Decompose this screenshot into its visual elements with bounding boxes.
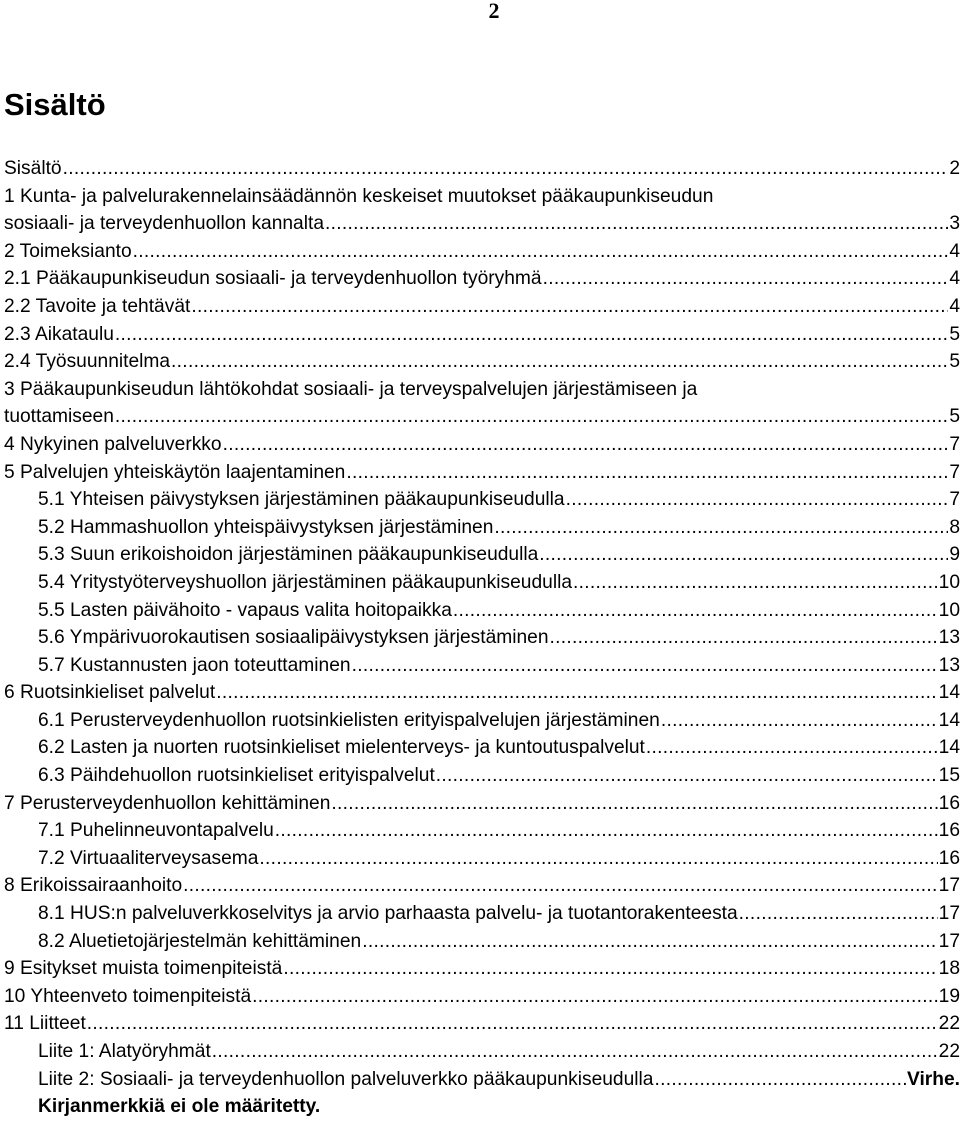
toc-entry-title: 7 Perusterveydenhuollon kehittäminen xyxy=(4,792,331,814)
toc-dot-leader xyxy=(325,210,948,238)
toc-dot-leader xyxy=(223,431,949,459)
toc-entry-title: 2.1 Pääkaupunkiseudun sosiaali- ja terveydenhuollon työryhmä xyxy=(4,268,542,290)
toc-entry-page-number: 7 xyxy=(949,489,960,511)
toc-entry-title: 5.1 Yhteisen päivystyksen järjestäminen pääkaupunkiseudulla xyxy=(38,489,565,511)
toc-entry-page-number: 2 xyxy=(949,158,960,179)
toc-dot-leader xyxy=(87,1010,938,1038)
toc-entry-title: 3 Pääkaupunkiseudun lähtökohdat sosiaali- ja terveyspalvelujen järjestämiseen ja xyxy=(4,378,698,400)
toc-entry[interactable] xyxy=(4,265,960,293)
toc-entry[interactable] xyxy=(4,679,960,707)
toc-entry-title: 5 Palvelujen yhteiskäytön laajentaminen xyxy=(4,461,346,483)
toc-entry[interactable] xyxy=(4,817,960,845)
toc-entry-title: 6.1 Perusterveydenhuollon ruotsinkielisten erityispalvelujen järjestäminen xyxy=(38,709,660,731)
toc-entry-title: 4 Nykyinen palveluverkko xyxy=(4,433,222,455)
toc-entry[interactable] xyxy=(4,486,960,514)
toc-entry-page-number: 13 xyxy=(938,627,960,649)
toc-dot-leader xyxy=(171,348,948,376)
toc-entry-page-number: 5 xyxy=(949,406,960,428)
toc-dot-leader xyxy=(259,845,937,873)
toc-dot-leader xyxy=(566,486,949,514)
toc-entry[interactable] xyxy=(4,155,960,183)
toc-entry-page-number: 7 xyxy=(949,433,960,455)
toc-entry-page-number: 10 xyxy=(938,571,960,593)
toc-entry[interactable] xyxy=(4,1066,960,1094)
toc-dot-leader xyxy=(550,624,938,652)
toc-entry[interactable] xyxy=(4,1010,960,1038)
toc-dot-leader xyxy=(191,293,948,321)
toc-entry-title: 11 Liitteet xyxy=(4,1013,86,1035)
toc-dot-leader xyxy=(539,541,948,569)
toc-entry-page-number: 9 xyxy=(949,544,960,566)
toc-entry-page-number: Virhe. xyxy=(907,1068,960,1090)
toc-entry-page-number: 14 xyxy=(938,737,960,759)
toc-entry-page-number: 17 xyxy=(938,903,960,925)
toc-entry-title: 6.2 Lasten ja nuorten ruotsinkieliset mielenterveys- ja kuntoutuspalvelut xyxy=(38,737,645,759)
toc-entry-title: 8.1 HUS:n palveluverkkoselvitys ja arvio parhaasta palvelu- ja tuotantorakenteesta xyxy=(38,903,738,925)
toc-entry[interactable] xyxy=(4,376,960,404)
toc-dot-leader xyxy=(436,762,938,790)
toc-dot-leader xyxy=(63,155,949,183)
toc-entry[interactable] xyxy=(4,293,960,321)
toc-entry-title: 7.1 Puhelinneuvontapalvelu xyxy=(38,820,274,842)
toc-entry[interactable] xyxy=(4,597,960,625)
toc-entry-title: 1 Kunta- ja palvelurakennelainsäädännön keskeiset muutokset pääkaupunkiseudun xyxy=(4,185,714,207)
toc-entry-title: 9 Esitykset muista toimenpiteistä xyxy=(4,958,283,980)
toc-dot-leader xyxy=(212,1038,938,1066)
toc-entry[interactable] xyxy=(4,624,960,652)
page-title: Sisältö xyxy=(4,87,106,122)
toc-dot-leader xyxy=(252,983,938,1011)
toc-dot-leader xyxy=(739,900,938,928)
toc-entry-page-number: 10 xyxy=(938,599,960,621)
toc-entry-title: 10 Yhteenveto toimenpiteistä xyxy=(4,985,252,1007)
toc-entry-title: 2.3 Aikataulu xyxy=(4,323,114,345)
toc-entry-title: 5.3 Suun erikoishoidon järjestäminen pääkaupunkiseudulla xyxy=(38,544,539,566)
toc-dot-leader xyxy=(453,597,938,625)
toc-dot-leader xyxy=(275,817,938,845)
toc-entry[interactable] xyxy=(4,872,960,900)
toc-entry[interactable] xyxy=(4,928,960,956)
toc-dot-leader xyxy=(346,459,948,487)
toc-entry-title: Sisältö xyxy=(4,158,62,179)
toc-entry[interactable] xyxy=(4,955,960,983)
toc-dot-leader xyxy=(543,265,949,293)
toc-entry-page-number: 4 xyxy=(949,240,960,262)
toc-entry[interactable] xyxy=(4,845,960,873)
toc-entry-page-number: 16 xyxy=(938,847,960,869)
toc-dot-leader xyxy=(115,321,948,349)
toc-entry-title: 6 Ruotsinkieliset palvelut xyxy=(4,682,216,704)
toc-entry-page-number: 7 xyxy=(949,461,960,483)
toc-entry-page-number: 5 xyxy=(949,351,960,373)
toc-entry-page-number: 8 xyxy=(949,516,960,538)
toc-entry-title: 5.4 Yritystyöterveyshuollon järjestäminen pääkaupunkiseudulla xyxy=(38,571,573,593)
toc-dot-leader xyxy=(352,652,938,680)
toc-dot-leader xyxy=(133,238,949,266)
toc-entry-page-number: 17 xyxy=(938,875,960,897)
toc-dot-leader xyxy=(362,928,937,956)
toc-entry-title: 5.2 Hammashuollon yhteispäivystyksen järjestäminen xyxy=(38,516,494,538)
toc-entry-page-number: 5 xyxy=(949,323,960,345)
toc-entry[interactable] xyxy=(4,183,960,211)
toc-entry[interactable] xyxy=(4,238,960,266)
toc-dot-leader xyxy=(183,872,938,900)
toc-entry-page-number: 16 xyxy=(938,792,960,814)
toc-entry-title: Liite 1: Alatyöryhmät xyxy=(38,1041,211,1062)
toc-entry[interactable] xyxy=(4,790,960,818)
toc-dot-leader xyxy=(283,955,937,983)
toc-entry-title: tuottamiseen xyxy=(4,406,114,428)
toc-entry-title: 5.7 Kustannusten jaon toteuttaminen xyxy=(38,654,351,676)
toc-dot-leader xyxy=(654,1066,906,1094)
toc-entry-page-number: 4 xyxy=(949,268,960,290)
toc-entry-page-number: 14 xyxy=(938,709,960,731)
toc-entry-page-number: 19 xyxy=(938,985,960,1007)
table-of-contents xyxy=(4,155,960,1121)
toc-entry-page-number: 3 xyxy=(949,213,960,235)
toc-entry-page-number: 15 xyxy=(938,765,960,787)
page-number: 2 xyxy=(488,0,500,23)
toc-entry-title: 8.2 Aluetietojärjestelmän kehittäminen xyxy=(38,930,362,952)
toc-entry-title: 2.4 Työsuunnitelma xyxy=(4,351,171,373)
toc-entry[interactable] xyxy=(4,983,960,1011)
toc-entry[interactable] xyxy=(4,1038,960,1066)
toc-entry-title: 5.5 Lasten päivähoito - vapaus valita hoitopaikka xyxy=(38,599,452,621)
toc-dot-leader xyxy=(216,679,937,707)
toc-entry-page-number: 16 xyxy=(938,820,960,842)
toc-entry[interactable] xyxy=(4,321,960,349)
toc-entry[interactable] xyxy=(4,514,960,542)
toc-entry[interactable] xyxy=(4,734,960,762)
toc-entry-page-number: 17 xyxy=(938,930,960,952)
toc-entry-page-number: 14 xyxy=(938,682,960,704)
toc-entry-page-number: 22 xyxy=(938,1013,960,1035)
toc-entry-page-number: 13 xyxy=(938,654,960,676)
toc-entry-title: Liite 2: Sosiaali- ja terveydenhuollon palveluverkko pääkaupunkiseudulla xyxy=(38,1068,654,1090)
toc-entry[interactable] xyxy=(4,900,960,928)
toc-dot-leader xyxy=(661,707,938,735)
toc-dot-leader xyxy=(573,569,938,597)
toc-entry[interactable] xyxy=(4,403,960,431)
toc-entry-title: sosiaali- ja terveydenhuollon kannalta xyxy=(4,213,324,235)
toc-entry[interactable] xyxy=(4,762,960,790)
toc-entry[interactable] xyxy=(4,707,960,735)
toc-dot-leader xyxy=(646,734,938,762)
toc-dot-leader xyxy=(331,790,937,818)
toc-dot-leader xyxy=(115,403,948,431)
toc-entry[interactable] xyxy=(4,431,960,459)
toc-error-message: Kirjanmerkkiä ei ole määritetty. xyxy=(38,1096,321,1118)
toc-entry[interactable] xyxy=(4,569,960,597)
toc-entry-title: 6.3 Päihdehuollon ruotsinkieliset erityispalvelut xyxy=(38,765,435,787)
toc-entry-title: 2 Toimeksianto xyxy=(4,240,132,262)
toc-entry-page-number: 22 xyxy=(938,1041,960,1062)
toc-entry-page-number: 4 xyxy=(949,295,960,317)
toc-entry-title: 2.2 Tavoite ja tehtävät xyxy=(4,295,191,317)
toc-entry-page-number: 18 xyxy=(938,958,960,980)
toc-dot-leader xyxy=(494,514,948,542)
toc-entry[interactable] xyxy=(4,652,960,680)
toc-entry-title: 5.6 Ympärivuorokautisen sosiaalipäivystyksen järjestäminen xyxy=(38,627,549,649)
toc-entry-title: 7.2 Virtuaaliterveysasema xyxy=(38,847,259,869)
toc-entry[interactable] xyxy=(4,541,960,569)
toc-entry[interactable] xyxy=(4,459,960,487)
toc-entry[interactable] xyxy=(4,348,960,376)
toc-entry-title: 8 Erikoissairaanhoito xyxy=(4,875,183,897)
toc-entry[interactable] xyxy=(4,210,960,238)
